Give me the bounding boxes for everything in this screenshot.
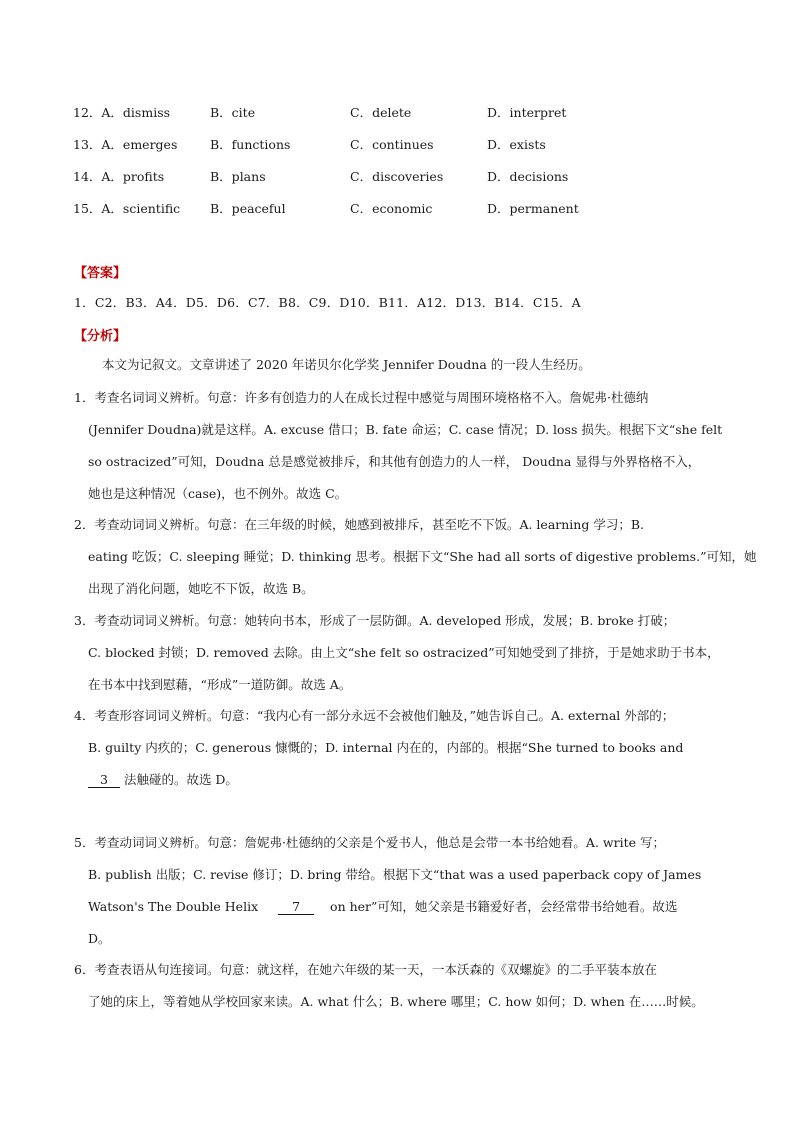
- analysis-item: [74, 605, 724, 701]
- analysis-line: [74, 764, 724, 796]
- fill-blank: 7: [278, 900, 314, 915]
- analysis-item: [74, 954, 724, 1018]
- answer-heading: 【答案】: [74, 266, 127, 281]
- analysis-line: D。: [88, 931, 111, 946]
- analysis-line: C. blocked 封锁；D. removed 去除。由上文“she felt so ostracized”可知她受到了排挤，于是她求助于书本，: [88, 645, 720, 660]
- option-d: D．interpret: [487, 105, 567, 120]
- option-a: 14．A．profits: [73, 169, 165, 184]
- option-c: C．economic: [350, 201, 433, 216]
- analysis-line: 4．考查形容词词义辨析。句意：“我内心有一部分永远不会被他们触及，”她告诉自己。A. external 外部的；: [74, 708, 675, 723]
- analysis-line: 了她的床上，等着她从学校回家来读。A. what 什么；B. where 哪里；C. how 如何；D. when 在……时候。: [88, 994, 704, 1009]
- option-b: B．plans: [210, 169, 266, 184]
- analysis-line: B. publish 出版；C. revise 修订；D. bring 带给。根据下文“that was a used paperback copy of James: [88, 867, 702, 882]
- analysis-line: 她也是这种情况（case)，也不例外。故选 C。: [88, 486, 348, 501]
- answer-key: 1．C2．B3．A4．D5．D6．C7．B8．C9．D10．B11．A12．D13．B14．C15．A: [74, 295, 581, 310]
- option-c: C．continues: [350, 137, 434, 152]
- analysis-line-text: 法触碰的。故选 D。: [123, 772, 238, 787]
- option-b: B．cite: [210, 105, 256, 120]
- option-b: B．functions: [210, 137, 291, 152]
- analysis-line: 2．考查动词词义辨析。句意：在三年级的时候，她感到被排斥，甚至吃不下饭。A. learning 学习；B.: [74, 517, 644, 532]
- analysis-line: 1．考查名词词义辨析。句意：许多有创造力的人在成长过程中感觉与周围环境格格不入。詹妮弗·杜德纳: [74, 390, 649, 405]
- analysis-item: [74, 700, 724, 828]
- analysis-line-text: on her”可知，她父亲是书籍爱好者，会经常带书给她看。故选: [330, 899, 678, 914]
- analysis-line: eating 吃饭；C. sleeping 睡觉；D. thinking 思考。根据下文“She had all sorts of digestive problems.”可知，她: [88, 549, 757, 564]
- option-a: 15．A．scientific: [73, 201, 181, 216]
- analysis-item: [74, 382, 724, 510]
- analysis-line: 3．考查动词词义辨析。句意：她转向书本，形成了一层防御。A. developed 形成，发展；B. broke 打破；: [74, 613, 676, 628]
- analysis-line: [74, 796, 724, 828]
- option-d: D．permanent: [487, 201, 579, 216]
- analysis-line: (Jennifer Doudna)就是这样。A. excuse 借口；B. fate 命运；C. case 情况；D. loss 损失。根据下文“she felt: [88, 422, 723, 437]
- analysis-intro: 本文为记叙文。文章讲述了 2020 年诺贝尔化学奖 Jennifer Doudna 的一段人生经历。: [102, 357, 591, 372]
- analysis-line: 5．考查动词词义辨析。句意：詹妮弗·杜德纳的父亲是个爱书人，他总是会带一本书给她看。A. write 写；: [74, 835, 665, 850]
- analysis-line: 在书本中找到慰藉，“形成”一道防御。故选 A。: [88, 677, 352, 692]
- option-c: C．discoveries: [350, 169, 444, 184]
- analysis-line: 6．考查表语从句连接词。句意：就这样，在她六年级的某一天，一本沃森的《双螺旋》的二手平装本放在: [74, 962, 657, 977]
- fill-blank: 3: [88, 773, 120, 788]
- analysis-line: so ostracized”可知，Doudna 总是感觉被排斥，和其他有创造力的人一样， Doudna 显得与外界格格不入，: [88, 454, 701, 469]
- option-c: C．delete: [350, 105, 412, 120]
- option-d: D．decisions: [487, 169, 569, 184]
- analysis-item: [74, 827, 724, 955]
- analysis-line: 出现了消化问题，她吃不下饭，故选 B。: [88, 581, 314, 596]
- analysis-heading: 【分析】: [74, 329, 127, 344]
- option-b: B．peaceful: [210, 201, 286, 216]
- analysis-line-text: Watson's The Double Helix: [88, 899, 259, 914]
- option-a: 12．A．dismiss: [73, 105, 171, 120]
- analysis-line: B. guilty 内疚的；C. generous 慷慨的；D. internal 内在的，内部的。根据“She turned to books and: [88, 740, 684, 755]
- analysis-line: [74, 891, 724, 923]
- option-a: 13．A．emerges: [73, 137, 178, 152]
- option-d: D．exists: [487, 137, 546, 152]
- analysis-item: [74, 509, 757, 605]
